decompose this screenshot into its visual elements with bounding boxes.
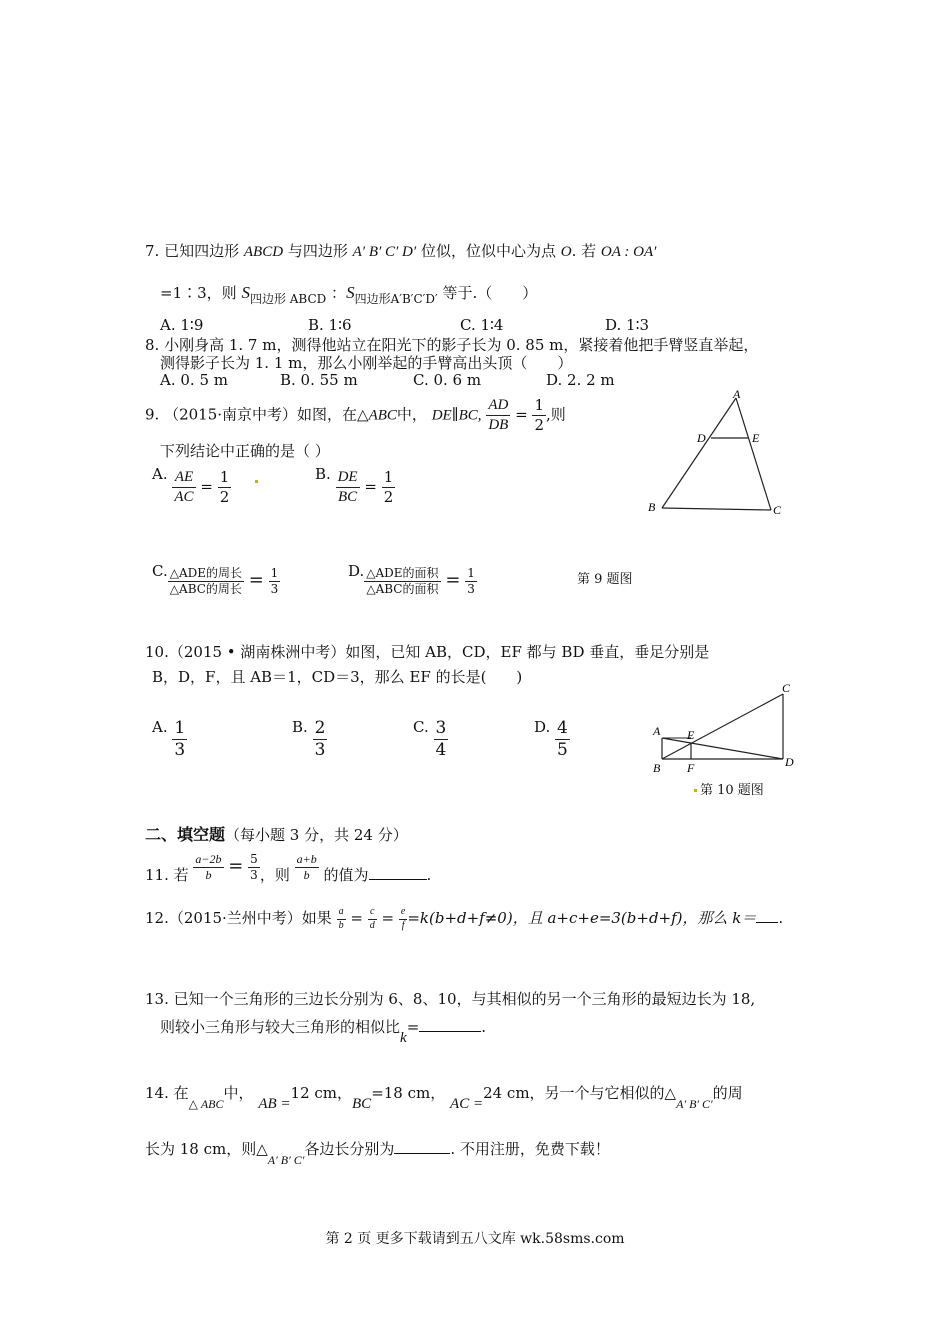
q10-option-b: B. $\frac{2}{3}$ <box>292 717 326 761</box>
label-b: B <box>648 500 656 514</box>
q8-option-a: A. 0. 5 m <box>160 371 228 389</box>
q9-option-b: B. $\frac{DE}{BC}$ = $\frac{1}{2}$ <box>315 465 394 506</box>
q11: 11. 若 $\frac{a-2b}{b}$ = $\frac{5}{3}$ ，则 $\frac{a+b}{b}$ 的值为 . <box>145 852 432 884</box>
label-f: F <box>687 761 695 775</box>
q7-option-d: D. 1∶3 <box>605 316 650 334</box>
q10-option-c: C. $\frac{3}{4}$ <box>413 717 447 761</box>
q9-ad-db-fraction: $\frac{AD}{DB}$ <box>488 397 509 433</box>
q8-line2: 测得影子长为 1. 1 m，那么小刚举起的手臂高出头顶（ ） <box>160 354 573 372</box>
q12: 12.（2015·兰州中考）如果 $\frac{a}{b}$ = $\frac{c}{d}$ = $\frac{e}{f}$ =k(b+d+f≠0)，且 a+c+e=3(b+d+f)，那么 k＝ . <box>145 906 784 931</box>
q7-line2: =1∶3，则 $S_{四边形 ABCD}$ ：$S_{四边形A'B'C'D'}$ 等于.（ ） <box>160 283 538 306</box>
q7-abcd-prime: A′ B′ C′ D′ <box>352 244 417 260</box>
q9-triangle-figure <box>640 388 790 523</box>
q10-line2: B，D，F，且 AB＝1，CD＝3，那么 EF 的长是( ) <box>152 668 523 686</box>
q9-half-fraction: $\frac{1}{2}$ <box>534 396 545 434</box>
q7-abcd: ABCD <box>243 244 284 260</box>
q9-figure-caption: 第 9 题图 <box>577 572 633 587</box>
label-b: B <box>653 761 661 775</box>
q10-option-d: D. $\frac{4}{5}$ <box>534 717 568 761</box>
label-c: C <box>773 503 782 517</box>
label-a: A <box>653 724 661 738</box>
q9-option-d: D. $\frac{\text{△ADE的面积}}{\text{△ABC的面积}}$ = $\frac{1}{3}$ <box>348 561 475 596</box>
q8-option-d: D. 2. 2 m <box>546 371 615 389</box>
q8-option-b: B. 0. 55 m <box>280 371 358 389</box>
q14-line2: 长为 18 cm，则$\triangle_{A' B' C'}$各边长分别为 . 不用注册，免费下载！ <box>145 1140 610 1167</box>
q9-line1: 9. （2015·南京中考）如图，在△ABC中， DE∥BC, $\frac{AD}{DB}$ = $\frac{1}{2}$ ,则 <box>145 396 566 434</box>
label-d: D <box>697 431 706 445</box>
q10-line1: 10.（2015 • 湖南株洲中考）如图，已知 AB，CD，EF 都与 BD 垂直，垂足分别是 <box>145 643 710 661</box>
label-c: C <box>782 681 791 695</box>
q7-option-a: A. 1∶9 <box>160 316 204 334</box>
q7-oa-ratio: OA : OA′ <box>600 244 657 260</box>
label-e: E <box>687 728 695 742</box>
q13-line1: 13. 已知一个三角形的三边长分别为 6、8、10，与其相似的另一个三角形的最短边长为 18, <box>145 990 756 1008</box>
q9-line2: 下列结论中正确的是（ ） <box>160 442 330 460</box>
page-footer: 第 2 页 更多下载请到五八文库 wk.58sms.com <box>325 1231 625 1247</box>
label-a: A <box>733 388 741 401</box>
q9-option-c: C. $\frac{\text{△ADE的周长}}{\text{△ABC的周长}}$ = $\frac{1}{3}$ <box>152 561 279 596</box>
q9-option-a: A. $\frac{AE}{AC}$ = $\frac{1}{2}$ <box>152 465 230 506</box>
q8-option-c: C. 0. 6 m <box>413 371 482 389</box>
q10-figure <box>648 680 798 780</box>
stray-dot <box>694 789 697 792</box>
q10-figure-caption: 第 10 题图 <box>700 783 764 798</box>
q7-option-c: C. 1∶4 <box>460 316 504 334</box>
q7-option-b: B. 1∶6 <box>308 316 352 334</box>
q8-line1: 8. 小刚身高 1. 7 m，测得他站立在阳光下的影子长为 0. 85 m，紧接着他把手臂竖直举起， <box>145 336 759 354</box>
q13-line2: 则较小三角形与较大三角形的相似比k= . <box>160 1018 487 1046</box>
section-title: 二、填空题（每小题 3 分，共 24 分） <box>145 825 408 844</box>
stray-dot <box>255 480 258 483</box>
q7-line1: 7. 已知四边形 ABCD 与四边形 A′ B′ C′ D′ 位似，位似中心为点 O. 若 OA : OA′ <box>145 242 657 260</box>
label-d: D <box>785 755 794 769</box>
label-e: E <box>752 431 760 445</box>
q14-line1: 14. 在$_{\triangle ABC}$中， AB =12 cm，BC=18 cm， AC =24 cm，另一个与它相似的$\triangle_{A' B' C'}$的周 <box>145 1084 743 1112</box>
q10-option-a: A. $\frac{1}{3}$ <box>152 717 186 761</box>
